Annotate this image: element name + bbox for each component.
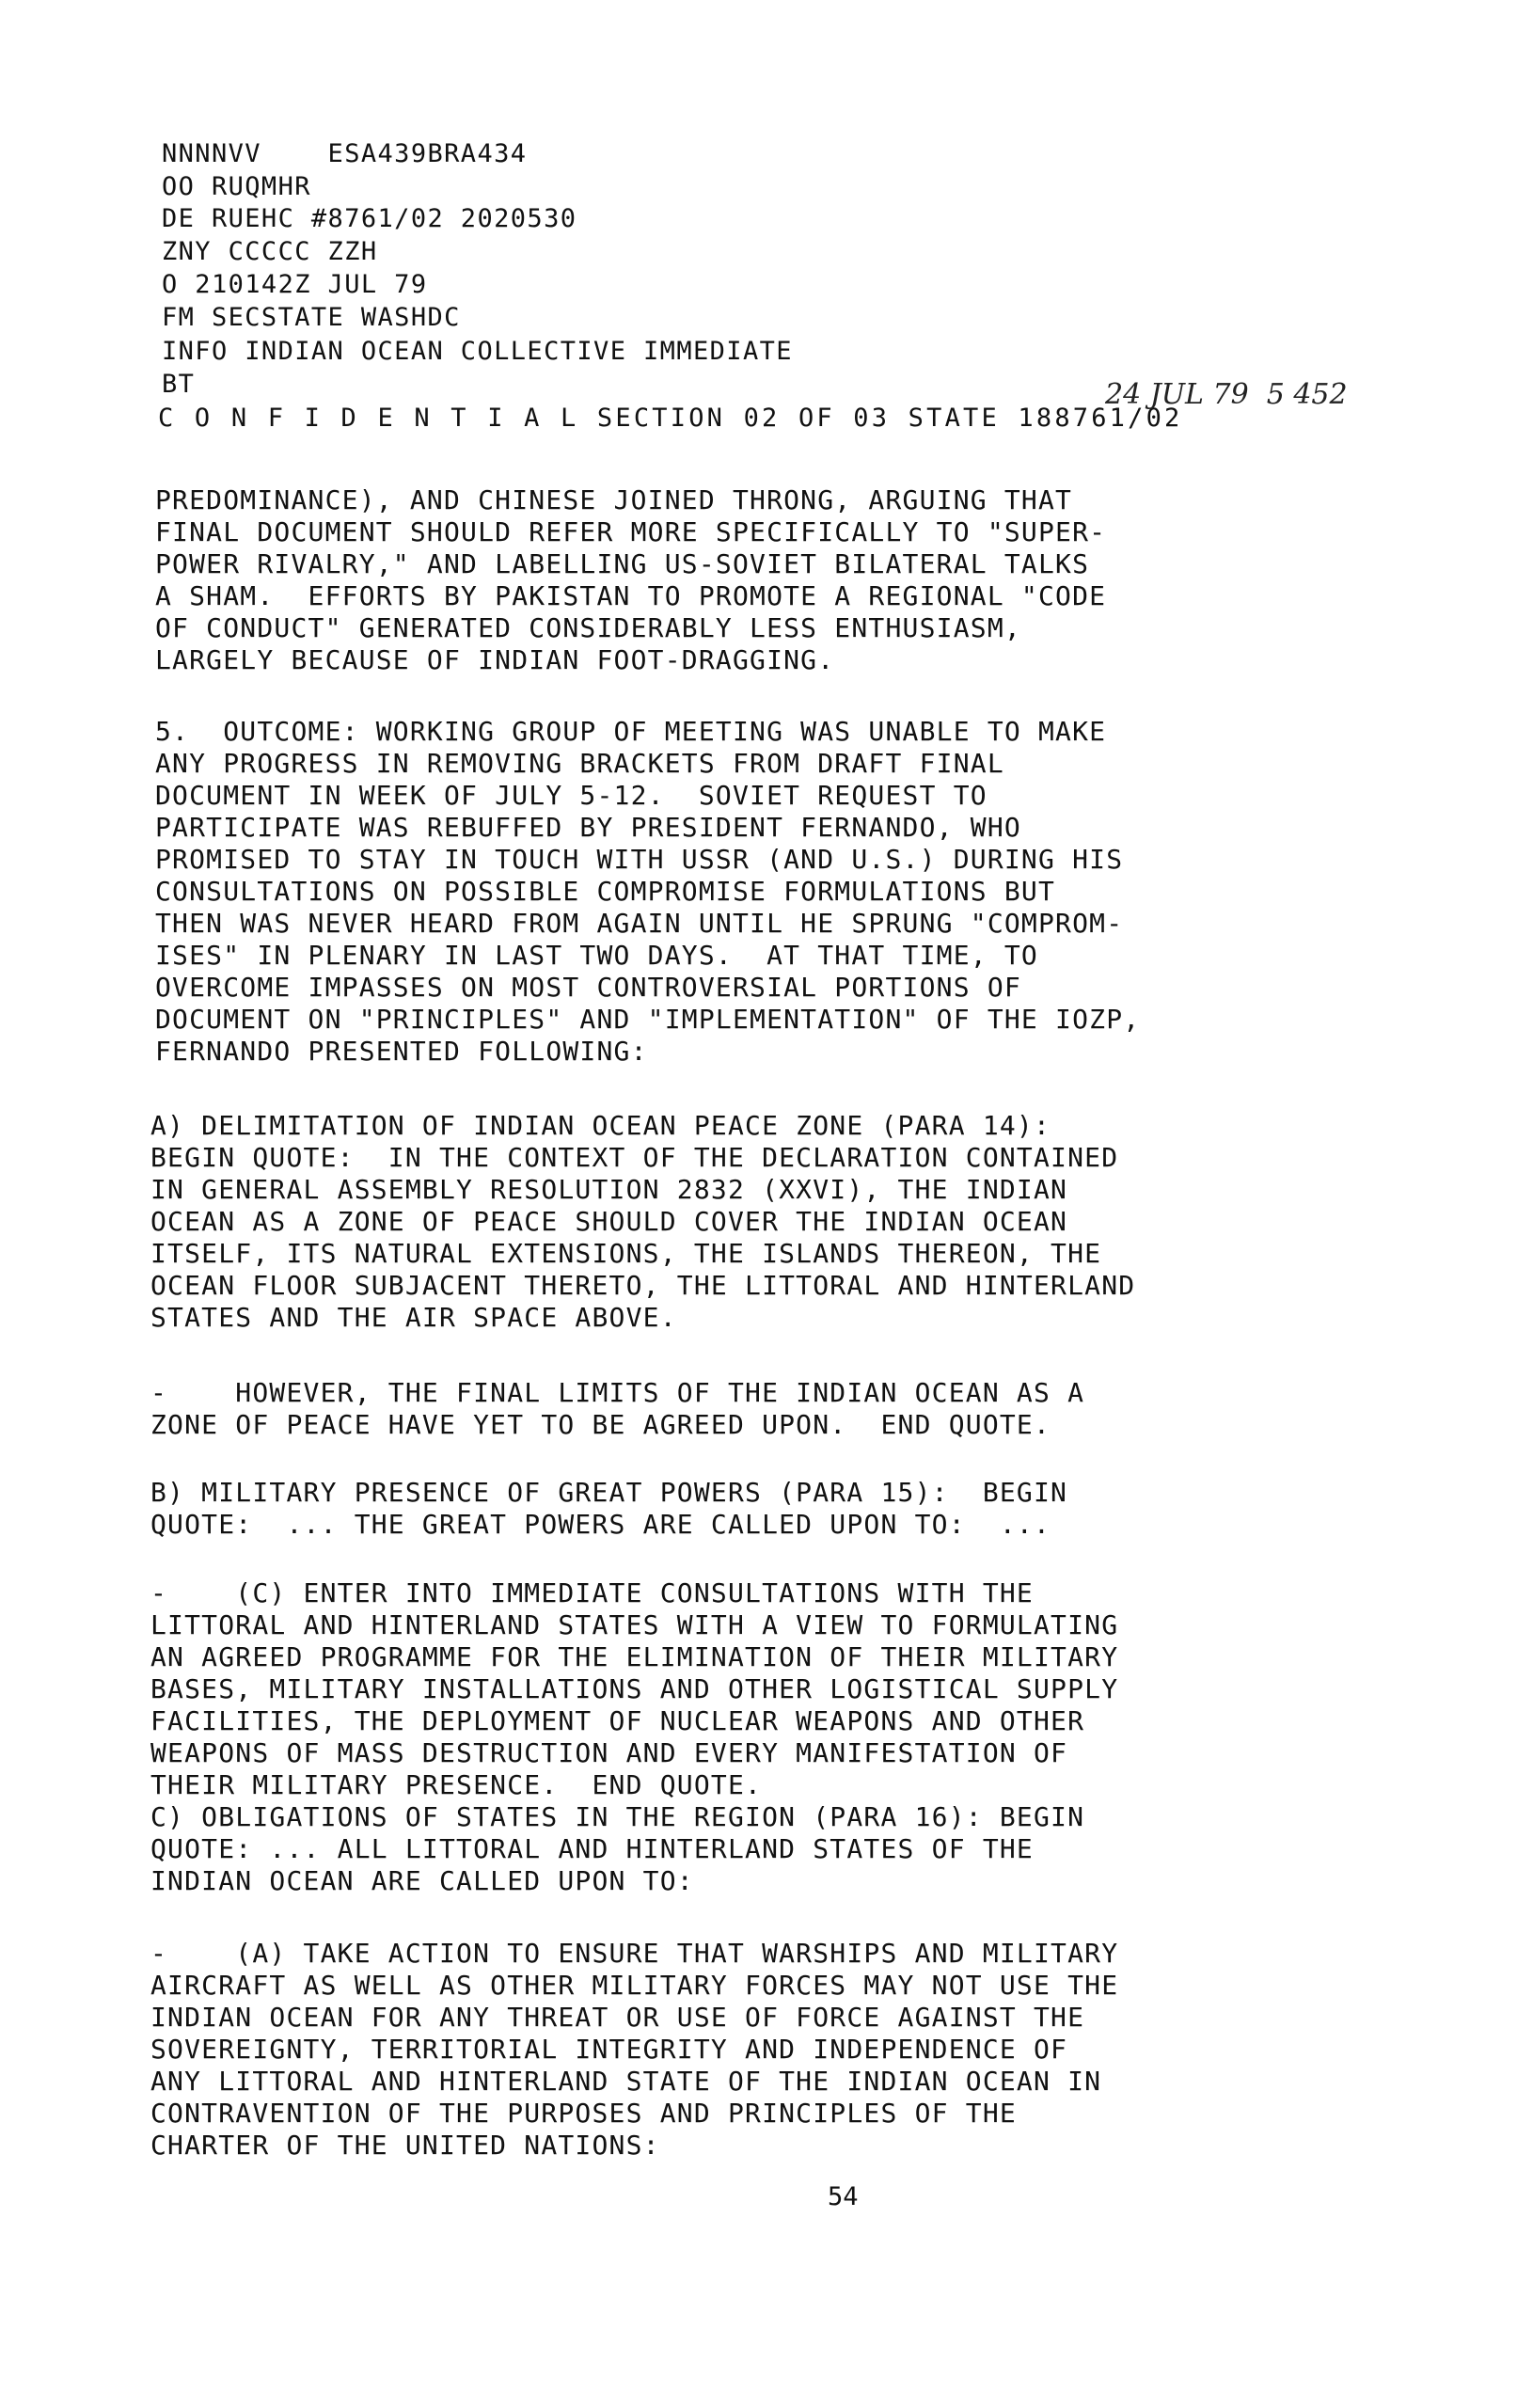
classification-line: C O N F I D E N T I A L SECTION 02 OF 03 STATE 188761/02 [158, 404, 1183, 433]
header-line: NNNNVV ESA439BRA434 [162, 139, 528, 168]
body-line: POWER RIVALRY," AND LABELLING US-SOVIET BILATERAL TALKS [155, 548, 1090, 579]
body-line: SOVEREIGNTY, TERRITORIAL INTEGRITY AND INDEPENDENCE OF [150, 2034, 1068, 2065]
body-line: THEN WAS NEVER HEARD FROM AGAIN UNTIL HE SPRUNG "COMPROM- [155, 908, 1124, 939]
body-line: B) MILITARY PRESENCE OF GREAT POWERS (PARA 15): BEGIN [150, 1477, 1068, 1508]
body-line: DOCUMENT ON "PRINCIPLES" AND "IMPLEMENTATION" OF THE IOZP, [155, 1004, 1141, 1035]
body-line: CHARTER OF THE UNITED NATIONS: [150, 2130, 660, 2161]
body-line: QUOTE: ... THE GREAT POWERS ARE CALLED UPON TO: ... [150, 1509, 1051, 1540]
body-line: STATES AND THE AIR SPACE ABOVE. [150, 1302, 677, 1333]
body-line: C) OBLIGATIONS OF STATES IN THE REGION (PARA 16): BEGIN [150, 1801, 1085, 1832]
body-line: WEAPONS OF MASS DESTRUCTION AND EVERY MANIFESTATION OF [150, 1737, 1068, 1768]
body-line: OCEAN FLOOR SUBJACENT THERETO, THE LITTORAL AND HINTERLAND [150, 1270, 1136, 1301]
body-line: PROMISED TO STAY IN TOUCH WITH USSR (AND U.S.) DURING HIS [155, 844, 1124, 875]
body-line: OVERCOME IMPASSES ON MOST CONTROVERSIAL PORTIONS OF [155, 972, 1021, 1003]
header-line: INFO INDIAN OCEAN COLLECTIVE IMMEDIATE [162, 337, 793, 366]
body-line: FINAL DOCUMENT SHOULD REFER MORE SPECIFICALLY TO "SUPER- [155, 516, 1107, 547]
body-line: ISES" IN PLENARY IN LAST TWO DAYS. AT THAT TIME, TO [155, 940, 1038, 971]
header-line: O 210142Z JUL 79 [162, 270, 428, 299]
body-line: INDIAN OCEAN FOR ANY THREAT OR USE OF FORCE AGAINST THE [150, 2002, 1085, 2033]
body-line: OF CONDUCT" GENERATED CONSIDERABLY LESS ENTHUSIASM, [155, 612, 1021, 643]
header-line: OO RUQMHR [162, 172, 311, 201]
body-line: BEGIN QUOTE: IN THE CONTEXT OF THE DECLARATION CONTAINED [150, 1142, 1119, 1173]
body-line: LARGELY BECAUSE OF INDIAN FOOT-DRAGGING. [155, 644, 835, 675]
body-line: PREDOMINANCE), AND CHINESE JOINED THRONG, ARGUING THAT [155, 484, 1073, 515]
body-line: PARTICIPATE WAS REBUFFED BY PRESIDENT FERNANDO, WHO [155, 812, 1021, 843]
header-line: BT [162, 370, 196, 399]
body-line: IN GENERAL ASSEMBLY RESOLUTION 2832 (XXVI), THE INDIAN [150, 1174, 1068, 1205]
body-line: QUOTE: ... ALL LITTORAL AND HINTERLAND STATES OF THE [150, 1833, 1034, 1864]
body-line: ANY PROGRESS IN REMOVING BRACKETS FROM DRAFT FINAL [155, 748, 1004, 779]
body-line: DOCUMENT IN WEEK OF JULY 5-12. SOVIET REQUEST TO [155, 780, 988, 811]
body-line: - (A) TAKE ACTION TO ENSURE THAT WARSHIPS AND MILITARY [150, 1938, 1119, 1969]
body-line: ANY LITTORAL AND HINTERLAND STATE OF THE INDIAN OCEAN IN [150, 2066, 1102, 2097]
header-line: ZNY CCCCC ZZH [162, 237, 378, 266]
body-line: A SHAM. EFFORTS BY PAKISTAN TO PROMOTE A REGIONAL "CODE [155, 580, 1107, 611]
body-line: 5. OUTCOME: WORKING GROUP OF MEETING WAS UNABLE TO MAKE [155, 716, 1107, 747]
body-line: ITSELF, ITS NATURAL EXTENSIONS, THE ISLANDS THEREON, THE [150, 1238, 1102, 1269]
body-line: INDIAN OCEAN ARE CALLED UPON TO: [150, 1865, 694, 1896]
handwritten-date-note: 24 JUL 79 5 452 [1105, 378, 1348, 411]
body-line: OCEAN AS A ZONE OF PEACE SHOULD COVER THE INDIAN OCEAN [150, 1206, 1068, 1237]
header-line: DE RUEHC #8761/02 2020530 [162, 204, 577, 233]
body-line: AIRCRAFT AS WELL AS OTHER MILITARY FORCES MAY NOT USE THE [150, 1970, 1119, 2001]
body-line: BASES, MILITARY INSTALLATIONS AND OTHER LOGISTICAL SUPPLY [150, 1673, 1119, 1704]
body-line: AN AGREED PROGRAMME FOR THE ELIMINATION OF THEIR MILITARY [150, 1641, 1119, 1672]
body-line: CONTRAVENTION OF THE PURPOSES AND PRINCIPLES OF THE [150, 2098, 1017, 2129]
body-line: LITTORAL AND HINTERLAND STATES WITH A VIEW TO FORMULATING [150, 1609, 1119, 1640]
body-line: CONSULTATIONS ON POSSIBLE COMPROMISE FORMULATIONS BUT [155, 876, 1056, 907]
body-line: - HOWEVER, THE FINAL LIMITS OF THE INDIAN OCEAN AS A [150, 1377, 1085, 1408]
body-line: ZONE OF PEACE HAVE YET TO BE AGREED UPON. END QUOTE. [150, 1409, 1051, 1440]
page-number: 54 [828, 2182, 859, 2211]
body-line: FACILITIES, THE DEPLOYMENT OF NUCLEAR WEAPONS AND OTHER [150, 1705, 1085, 1736]
header-line: FM SECSTATE WASHDC [162, 303, 461, 332]
body-line: - (C) ENTER INTO IMMEDIATE CONSULTATIONS WITH THE [150, 1577, 1034, 1608]
body-line: THEIR MILITARY PRESENCE. END QUOTE. [150, 1769, 763, 1800]
body-line: A) DELIMITATION OF INDIAN OCEAN PEACE ZONE (PARA 14): [150, 1110, 1051, 1141]
body-line: FERNANDO PRESENTED FOLLOWING: [155, 1036, 648, 1067]
